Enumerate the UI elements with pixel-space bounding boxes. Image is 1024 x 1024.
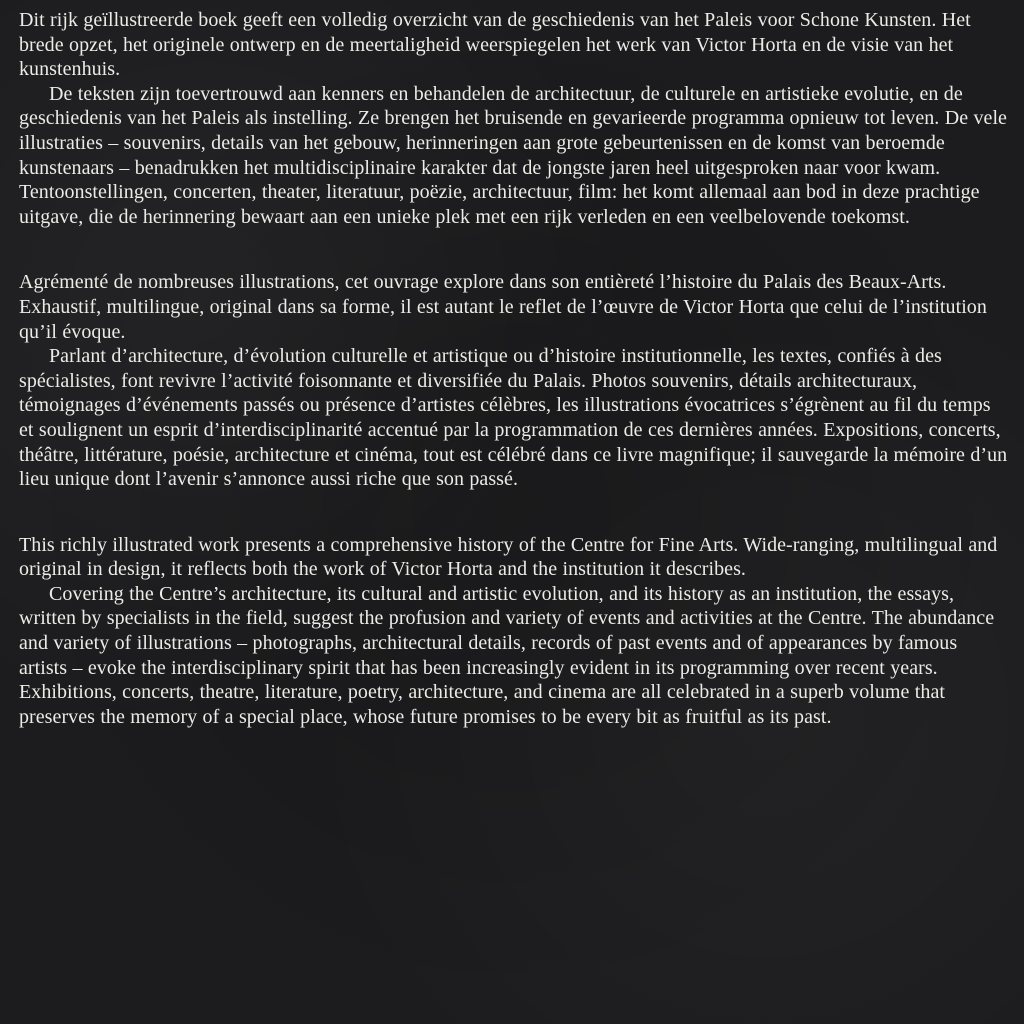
dutch-paragraph-2: De teksten zijn toevertrouwd aan kenners en behandelen de architectuur, de culturele en artistieke evolutie, en de geschiedenis van het Paleis als instelling. Ze brengen het bruisende en gevarieerde programma opnieuw tot leven. De vele illustraties – souvenirs, details van het gebouw, herinneringen aan grote gebeurtenissen en de komst van beroemde kunstenaars – benadrukken het multidisciplinaire karakter dat de jongste jaren heel uitgesproken naar voor kwam. Tentoonstellingen, concerten, theater, literatuur, poëzie, architectuur, film: het komt allemaal aan bod in deze prachtige uitgave, die de herinnering bewaart aan een unieke plek met een rijk verleden en een veelbelovende toekomst. <box>19 82 1007 228</box>
back-cover-text <box>19 8 1009 729</box>
french-section <box>19 270 1009 491</box>
french-paragraph-1: Agrémenté de nombreuses illustrations, cet ouvrage explore dans son entièreté l’histoire du Palais des Beaux-Arts. Exhaustif, multilingue, original dans sa forme, il est autant le reflet de l’œuvre de Victor Horta que celui de l’institution qu’il évoque. <box>19 271 987 343</box>
english-paragraph-2: Covering the Centre’s architecture, its cultural and artistic evolution, and its history as an institution, the essays, written by specialists in the field, suggest the profusion and variety of events and activities at the Centre. The abundance and variety of illustrations – photographs, architectural details, records of past events and of appearances by famous artists – evoke the interdisciplinary spirit that has been increasingly evident in its programming over recent years. Exhibitions, concerts, theatre, literature, poetry, architecture, and cinema are all celebrated in a superb volume that preserves the memory of a special place, whose future promises to be every bit as fruitful as its past. <box>19 582 995 728</box>
french-paragraph-2: Parlant d’architecture, d’évolution culturelle et artistique ou d’histoire institutionnelle, les textes, confiés à des spécialistes, font revivre l’activité foisonnante et diversifiée du Palais. Photos souvenirs, détails architecturaux, témoignages d’événements passés ou présence d’artistes célèbres, les illustrations évocatrices s’égrènent au fil du temps et soulignent un esprit d’interdisciplinarité accentué par la programmation de ces dernières années. Expositions, concerts, théâtre, littérature, poésie, architecture et cinéma, tout est célébré dans ce livre magnifique; il sauvegarde la mémoire d’un lieu unique dont l’avenir s’annonce aussi riche que son passé. <box>19 345 1008 491</box>
english-section <box>19 533 1009 730</box>
dutch-paragraph-1: Dit rijk geïllustreerde boek geeft een volledig overzicht van de geschiedenis van het Paleis voor Schone Kunsten. Het brede opzet, het originele ontwerp en de meertaligheid weerspiegelen het werk van Victor Horta en de visie van het kunstenhuis. <box>19 9 971 81</box>
english-paragraph-1: This richly illustrated work presents a comprehensive history of the Centre for Fine Arts. Wide-ranging, multilingual and original in design, it reflects both the work of Victor Horta and the institution it describes. <box>19 533 998 581</box>
dutch-section <box>19 8 1009 229</box>
